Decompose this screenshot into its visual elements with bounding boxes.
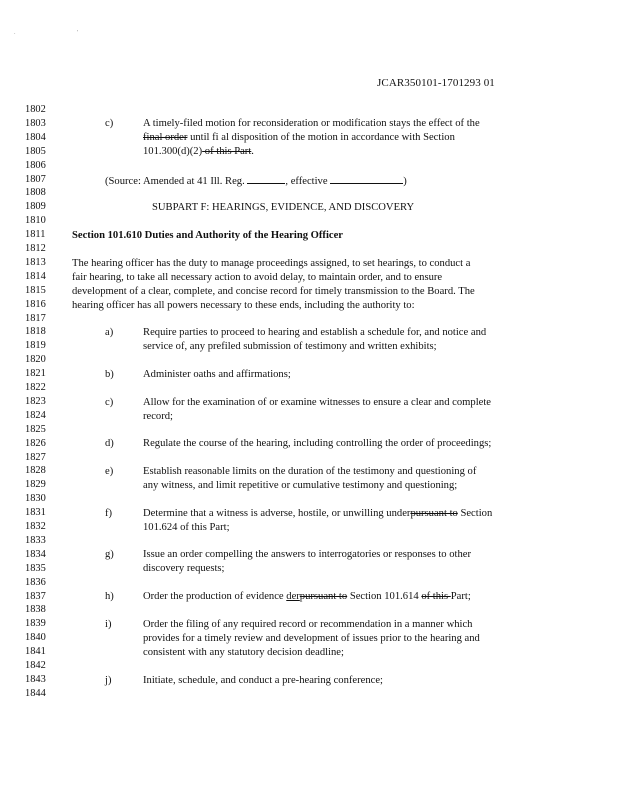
line-number: 1802 <box>25 104 46 115</box>
line-number: 1815 <box>25 284 46 296</box>
line-number: 1844 <box>25 687 46 699</box>
item-f-line-1: Determine that a witness is adverse, hostile, or unwilling underpursuant to Section <box>143 508 493 519</box>
line-number: 1819 <box>25 340 46 352</box>
line-number: 1836 <box>25 576 46 588</box>
item-g-line-2: discovery requests; <box>143 563 225 574</box>
intro-line-3: development of a clear, complete, and concise record for timely transmission to the Board. The <box>72 286 475 297</box>
line-number: 1823 <box>25 395 46 407</box>
document-id-header: JCAR350101-1701293 01 <box>377 77 495 89</box>
line-number: 1806 <box>25 159 46 171</box>
item-a-line-1: Require parties to proceed to hearing and establish a schedule for, and notice and <box>143 327 487 338</box>
item-j-label: j) <box>105 675 112 686</box>
line-number: 1828 <box>25 465 46 477</box>
item-i-line-1: Order the filing of any required record or recommendation in a manner which <box>143 619 473 630</box>
item-c-top-label: c) <box>105 118 114 129</box>
source-line: (Source: Amended at 41 Ill. Reg. , effective ) <box>105 176 407 187</box>
item-i-line-2: provides for a timely review and development of issues prior to the hearing and <box>143 633 480 644</box>
line-number: 1835 <box>25 562 46 574</box>
line-number: 1816 <box>25 298 46 310</box>
item-i-label: i) <box>105 619 112 630</box>
line-number: 1838 <box>25 604 46 616</box>
struck-text: of this Part <box>202 146 252 157</box>
line-number: 1833 <box>25 534 46 546</box>
line-number: 1807 <box>25 173 46 185</box>
line-number: 1804 <box>25 131 46 143</box>
line-number: 1827 <box>25 451 46 463</box>
item-g-label: g) <box>105 549 114 560</box>
item-f-label: f) <box>105 508 113 519</box>
item-a-label: a) <box>105 327 114 338</box>
line-number: 1822 <box>25 382 46 393</box>
line-number: 1837 <box>25 590 46 602</box>
line-number: 1811 <box>25 229 46 241</box>
section-heading: Section 101.610 Duties and Authority of the Hearing Officer <box>72 230 343 241</box>
item-j-line-1: Initiate, schedule, and conduct a pre-hearing conference; <box>143 675 384 686</box>
inserted-text: der <box>286 591 300 602</box>
item-g-line-1: Issue an order compelling the answers to interrogatories or responses to other <box>143 549 472 560</box>
item-e-line-1: Establish reasonable limits on the duration of the testimony and questioning of <box>143 466 477 477</box>
line-number: 1820 <box>25 354 46 366</box>
line-number: 1834 <box>25 548 46 560</box>
struck-text: final order <box>143 132 188 143</box>
item-b-label: b) <box>105 369 114 380</box>
item-c-top-line-3: 101.300(d)(2) of this Part. <box>143 146 254 157</box>
item-h-label: h) <box>105 591 114 602</box>
line-number: 1805 <box>25 145 46 157</box>
scan-marks: . ' <box>14 30 109 36</box>
item-c-line-1: Allow for the examination of or examine witnesses to ensure a clear and complete <box>143 397 492 408</box>
struck-text: of this <box>421 591 451 602</box>
line-number: 1842 <box>25 660 46 671</box>
line-number: 1818 <box>25 326 46 338</box>
line-number: 1843 <box>25 673 46 685</box>
subpart-title: SUBPART F: HEARINGS, EVIDENCE, AND DISCOVERY <box>152 202 415 213</box>
intro-line-2: fair hearing, to take all necessary action to avoid delay, to maintain order, and to ensure <box>72 272 443 283</box>
line-number: 1830 <box>25 493 46 505</box>
item-e-label: e) <box>105 466 114 477</box>
line-number: 1814 <box>25 270 46 282</box>
line-number: 1840 <box>25 632 46 644</box>
item-i-line-3: consistent with any statutory decision deadline; <box>143 647 344 658</box>
item-a-line-2: service of, any prefiled submission of testimony and written exhibits; <box>143 341 437 352</box>
item-d-line-1: Regulate the course of the hearing, including controlling the order of proceedings; <box>143 438 492 449</box>
line-number: 1812 <box>25 243 46 254</box>
intro-line-4: hearing officer has all powers necessary to these ends, including the authority to: <box>72 300 415 311</box>
line-number: 1810 <box>25 215 46 227</box>
line-number: 1839 <box>25 618 46 630</box>
struck-text: pursuant to <box>410 508 458 519</box>
item-h-line-1: Order the production of evidence derpursuant to Section 101.614 of this Part; <box>143 591 471 602</box>
line-number: 1826 <box>25 437 46 449</box>
line-number: 1817 <box>25 312 46 324</box>
intro-line-1: The hearing officer has the duty to manage proceedings assigned, to set hearings, to conduct a <box>72 258 471 269</box>
item-d-label: d) <box>105 438 114 449</box>
item-c-top-line-1: A timely-filed motion for reconsideration or modification stays the effect of the <box>143 118 480 129</box>
item-c-label: c) <box>105 397 114 408</box>
line-number: 1813 <box>25 256 46 268</box>
item-c-top-line-2: final order until fi al disposition of the motion in accordance with Section <box>143 132 455 143</box>
line-number: 1808 <box>25 187 46 199</box>
struck-text: pursuant to <box>299 591 348 602</box>
line-number: 1841 <box>25 646 46 658</box>
item-e-line-2: any witness, and limit repetitive or cumulative testimony and questioning; <box>143 480 458 491</box>
line-number: 1821 <box>25 368 46 380</box>
line-number: 1809 <box>25 201 46 213</box>
item-c-line-2: record; <box>143 411 173 422</box>
line-number: 1825 <box>25 423 46 435</box>
blank-date <box>330 174 403 184</box>
line-number: 1824 <box>25 409 46 421</box>
line-number: 1832 <box>25 521 46 532</box>
item-b-line-1: Administer oaths and affirmations; <box>143 369 291 380</box>
blank-volume <box>247 174 285 184</box>
line-number: 1803 <box>25 117 46 129</box>
item-f-line-2: 101.624 of this Part; <box>143 522 230 533</box>
line-number: 1829 <box>25 479 46 491</box>
line-number: 1831 <box>25 507 46 519</box>
